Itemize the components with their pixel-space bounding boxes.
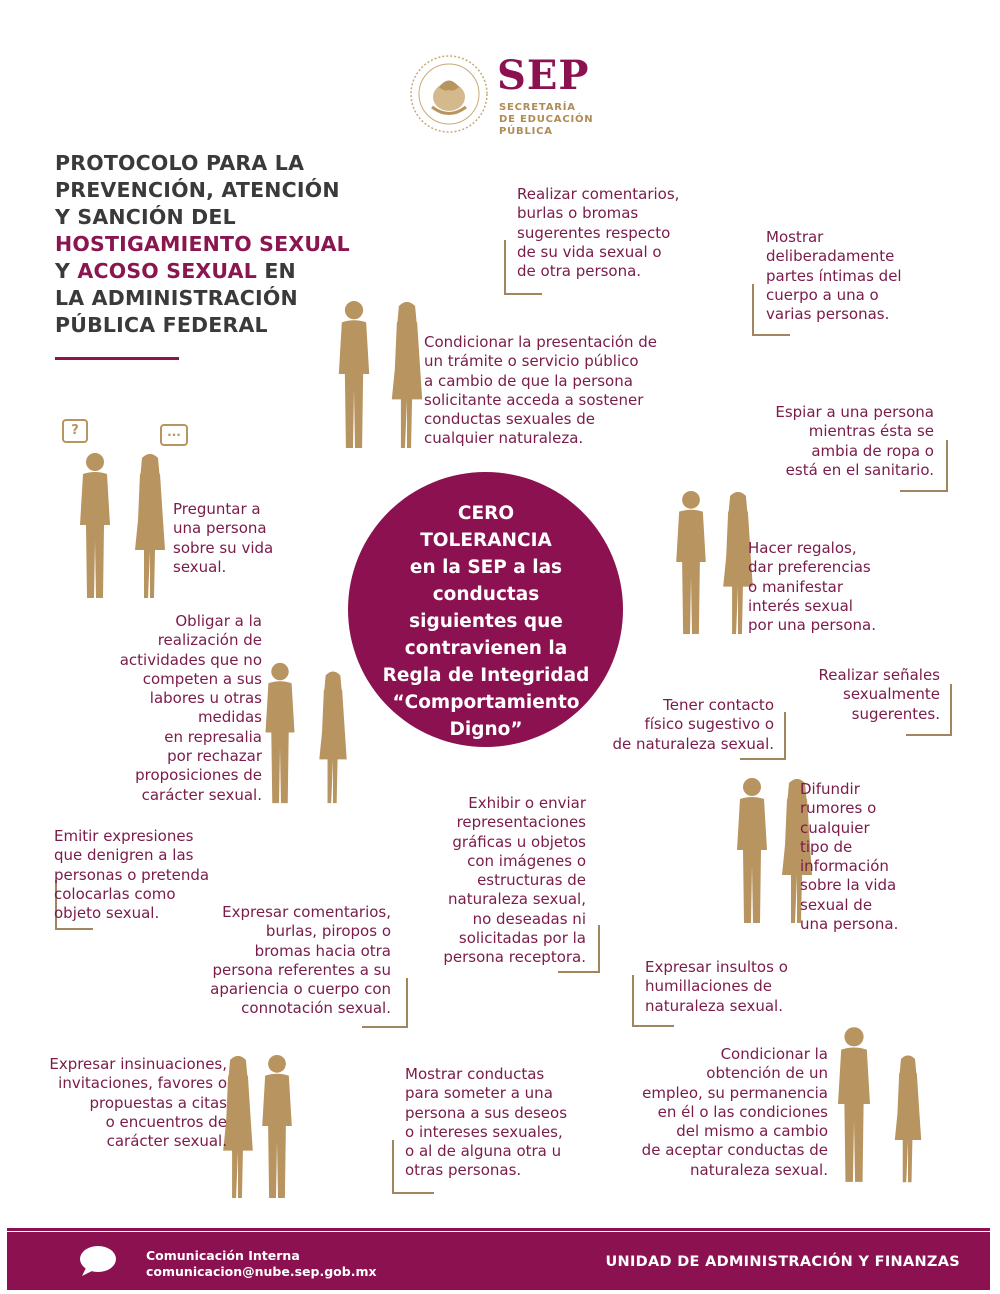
- item-senales: Realizar señales sexualmente sugerentes.: [818, 666, 940, 723]
- item-insinuaciones: Expresar insinuaciones, invitaciones, favores o propuestas a citas o encuentros de carácter sexual.: [49, 1055, 227, 1151]
- title-fragment: EN: [256, 259, 296, 283]
- title-highlight: HOSTIGAMIENTO SEXUAL: [55, 232, 350, 256]
- item-contacto: Tener contacto físico sugestivo o de naturaleza sexual.: [612, 696, 774, 753]
- title-line: LA ADMINISTRACIÓN: [55, 286, 298, 310]
- item-condicionar-tramite: Condicionar la presentación de un trámite o servicio público a cambio de que la persona solicitante acceda a sostener conductas sexuales de cualquier naturaleza.: [424, 333, 658, 448]
- title-underline: [55, 357, 179, 360]
- item-exhibir: Exhibir o enviar representaciones gráficas u objetos con imágenes o estructuras de naturaleza sexual, no deseadas ni solicitadas por la persona receptora.: [443, 794, 586, 967]
- silhouette-woman-icon: [888, 1052, 928, 1184]
- title-line: PÚBLICA FEDERAL: [55, 313, 268, 337]
- footer-email-link[interactable]: comunicacion@nube.sep.gob.mx: [146, 1264, 377, 1279]
- silhouette-man-icon: [258, 660, 302, 805]
- logo-wordmark: SEP: [497, 52, 590, 99]
- title-highlight: ACOSO SEXUAL: [77, 259, 257, 283]
- item-espiar: Espiar a una persona mientras ésta se ambia de ropa o está en el sanitario.: [775, 403, 934, 479]
- silhouette-man-icon: [830, 1024, 878, 1184]
- item-mostrar-partes: Mostrar deliberadamente partes íntimas del cuerpo a una o varias personas.: [766, 228, 902, 324]
- logo-subtitle-line: DE EDUCACIÓN: [499, 114, 594, 125]
- footer-contact: [146, 1248, 377, 1280]
- logo-subtitle-line: SECRETARÍA: [499, 102, 576, 113]
- silhouette-woman-icon: [385, 298, 429, 450]
- title-fragment: Y: [55, 259, 78, 283]
- silhouette-woman-icon: [313, 668, 353, 805]
- seal-logo: [404, 52, 494, 136]
- footer-unit: UNIDAD DE ADMINISTRACIÓN Y FINANZAS: [605, 1254, 960, 1270]
- item-comentarios-vida-sexual: Realizar comentarios, burlas o bromas sugerentes respecto de su vida sexual o de otra persona.: [517, 185, 680, 281]
- title-line: [55, 258, 350, 285]
- item-difundir: Difundir rumores o cualquier tipo de información sobre la vida sexual de una persona.: [800, 780, 899, 934]
- item-emitir: Emitir expresiones que denigren a las personas o pretenda colocarlas como objeto sexual.: [54, 827, 210, 923]
- item-regalos: Hacer regalos, dar preferencias o manifestar interés sexual por una persona.: [748, 539, 876, 635]
- title-line: PREVENCIÓN, ATENCIÓN: [55, 178, 340, 202]
- item-expresar-comentarios: Expresar comentarios, burlas, piropos o bromas hacia otra persona referentes a su apariencia o cuerpo con connotación sexual.: [210, 903, 391, 1018]
- item-obligar: Obligar a la realización de actividades que no competen a sus labores u otras medidas en represalia por rechazar proposiciones de carácter sexual.: [119, 612, 262, 804]
- silhouette-man-icon: [255, 1052, 299, 1200]
- question-mark: ?: [71, 423, 79, 438]
- footer-top-rule: [7, 1228, 990, 1231]
- item-insultos: Expresar insultos o humillaciones de naturaleza sexual.: [645, 958, 788, 1015]
- question-bubble-icon: [62, 419, 88, 443]
- title-line: PROTOCOLO PARA LA: [55, 151, 305, 175]
- dots-mark: ...: [167, 425, 181, 439]
- logo-subtitle: [499, 102, 593, 138]
- dots-bubble-icon: [160, 424, 188, 446]
- silhouette-man-icon: [671, 488, 711, 636]
- title-line: Y SANCIÓN DEL: [55, 205, 236, 229]
- footer-dept: Comunicación Interna: [146, 1248, 300, 1263]
- logo-subtitle-line: PÚBLICA: [499, 126, 553, 137]
- item-preguntar: Preguntar a una persona sobre su vida sexual.: [173, 500, 274, 576]
- page-title: [55, 150, 350, 339]
- item-someter: Mostrar conductas para someter a una persona a sus deseos o intereses sexuales, o al de alguna otra u otras personas.: [405, 1065, 568, 1180]
- item-empleo: Condicionar la obtención de un empleo, su permanencia en él o las condiciones del mismo a cambio de aceptar conductas de naturaleza sexual.: [641, 1045, 828, 1179]
- silhouette-woman-icon: [128, 450, 172, 600]
- center-statement: CERO TOLERANCIA en la SEP a las conductas siguientes que contravienen la Regla de Integridad “Comportamiento Digno”: [382, 503, 590, 740]
- chat-bubble-icon: [78, 1244, 118, 1278]
- silhouette-man-icon: [730, 775, 774, 925]
- silhouette-man-icon: [333, 298, 375, 450]
- silhouette-man-icon: [74, 450, 116, 600]
